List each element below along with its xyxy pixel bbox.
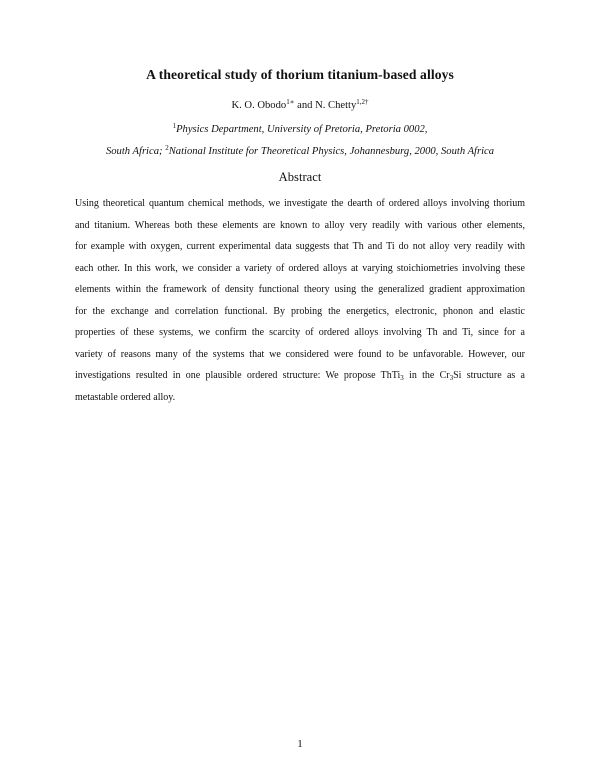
- abstract-heading: Abstract: [278, 170, 322, 184]
- author-name: N. Chetty: [315, 100, 357, 111]
- author-separator: and: [297, 100, 313, 111]
- affiliation-text: National Institute for Theoretical Physics, Johannesburg, 2000, South Africa: [168, 146, 495, 157]
- abstract-line: properties of these systems, we confirm the scarcity of ordered alloys involving Th and Ti, since for a: [75, 327, 525, 338]
- affiliation-marker: 2: [165, 144, 169, 152]
- abstract-line: for the exchange and correlation functional. By probing the energetics, electronic, phonon and elastic: [75, 305, 525, 317]
- affiliation-text: Physics Department, University of Pretoria, Pretoria 0002,: [176, 124, 428, 135]
- author-affiliation-marker: 1∗: [286, 98, 295, 106]
- abstract-line: each other. In this work, we consider a variety of ordered alloys at varying stoichiometries involving these: [75, 262, 525, 274]
- abstract-line: for example with oxygen, current experimental data suggests that Th and Ti do not alloy very readily with: [75, 241, 525, 252]
- abstract-line: [75, 365, 525, 387]
- subscript: 3: [449, 374, 454, 382]
- abstract-text: Si structure as a: [453, 370, 525, 381]
- abstract-body: [75, 193, 525, 408]
- author-name: K. O. Obodo: [231, 100, 287, 111]
- abstract-line: metastable ordered alloy.: [75, 391, 176, 403]
- subscript: 3: [400, 374, 404, 382]
- paper-title: A theoretical study of thorium titanium-based alloys: [146, 67, 454, 82]
- page-number: 1: [297, 738, 303, 750]
- author-affiliation-marker: 1,2†: [356, 98, 369, 106]
- abstract-text: in the Cr: [403, 370, 450, 381]
- affiliation-line: [0, 146, 600, 157]
- affiliation-marker: 1: [172, 122, 177, 130]
- author-list: [0, 100, 600, 111]
- affiliation-line: [0, 124, 600, 135]
- abstract-line: variety of reasons many of the systems that we considered were found to be unfavorable. However, our: [75, 348, 525, 360]
- abstract-line: Using theoretical quantum chemical methods, we investigate the dearth of ordered alloys involving thorium: [75, 198, 525, 209]
- abstract-line: and titanium. Whereas both these elements are known to alloy very readily with various other elements,: [75, 219, 525, 231]
- abstract-line: elements within the framework of density functional theory using the generalized gradient approximation: [75, 284, 525, 295]
- affiliation-text: South Africa;: [105, 146, 163, 157]
- abstract-text: investigations resulted in one plausible ordered structure: We propose ThTi: [75, 370, 401, 381]
